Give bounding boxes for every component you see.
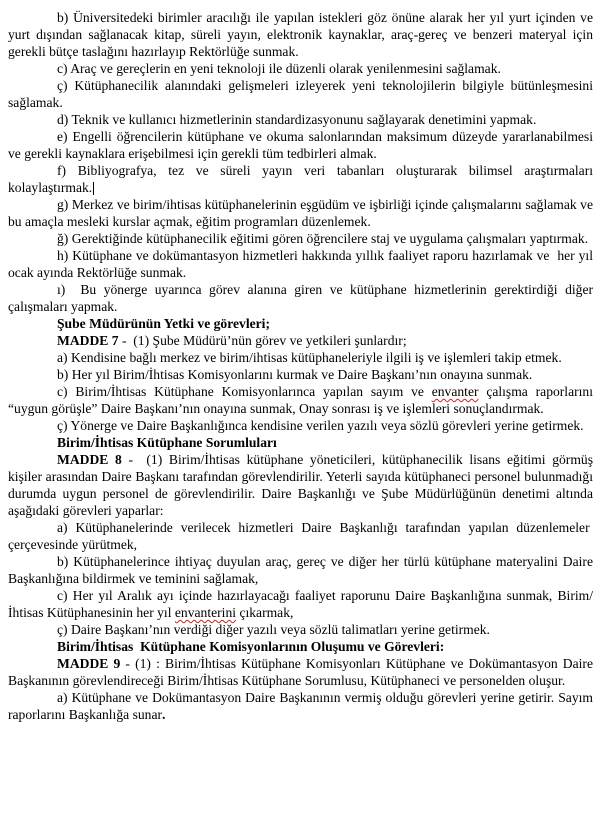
item-gg-staj [8,230,593,247]
text-run: Şube Müdürünün Yetki ve görevleri; [57,316,270,331]
text-run: g) Merkez ve birim/ihtisas kütüphanelerinin eşgüdüm ve işbirliği içinde çalışmalarını sağlamak ve bu amaçla mesleki kurslar açmak, eğitim programları düzenlemek. [8,197,593,229]
text-run: ğ) Gerektiğinde kütüphanecilik eğitimi gören öğrencilere staj ve uygulama çalışmaları yaptırmak. [57,231,589,246]
spellcheck-flagged-word: envanterini [174,605,237,620]
item-e-engelli [8,128,593,162]
item-cc-talimat [8,621,593,638]
item-f-bibliyografya [8,162,593,196]
heading-sorumlular [8,434,593,451]
text-run: h) Kütüphane ve dokümantasyon hizmetleri hakkında yıllık faaliyet raporu hazırlamak ve her yıl ocak ayında Rektörlüğe sunmak. [8,248,593,280]
text-run: ı) Bu yönerge uyarınca görev alanına giren ve kütüphane hizmetlerinin gerektirdiği diğer çalışmaları yapmak. [8,282,593,314]
item-a-hizmetler [8,519,593,553]
document-body[interactable] [8,9,593,723]
item-b-materyal [8,553,593,587]
item-i-yonerge [8,281,593,315]
item-c-aralik [8,587,593,621]
madde-8 [8,451,593,519]
item-a-gorevler [8,689,593,723]
item-g-merkez [8,196,593,230]
text-run: ç) Kütüphanecilik alanındaki gelişmeleri izleyerek yeni teknolojilerin bilgiyle bütünleşmesini sağlamak. [8,78,593,110]
text-run: a) Kütüphanelerinde verilecek hizmetleri Daire Başkanlığı tarafından yapılan düzenlemeler çerçevesinde yürütmek, [8,520,593,552]
text-run: . [162,707,166,722]
item-b-butce [8,9,593,60]
text-run: b) Her yıl Birim/İhtisas Komisyonlarını kurmak ve Daire Başkanı’nın onayına sunmak. [57,367,533,382]
item-c-arac [8,60,593,77]
text-run: - (1) Birim/İhtisas kütüphane yöneticileri, kütüphanecilik lisans eğitimi görmüş kişiler arasından Daire Başkanı tarafından görevlendirilir. Yeterli sayıda kütüphaneci personel bulunmadığı durumda uygun personel de görevlendirilir. Daire Başkanlığı ve Şube Müdürlüğünün denetimi altında aşağıdaki görevleri yaparlar: [8,452,593,518]
text-run: MADDE 8 [57,452,122,467]
text-run: b) Kütüphanelerince ihtiyaç duyulan araç, gereç ve diğer her türlü kütüphane materyalini Daire Başkanlığına bildirmek ve teminini sağlamak, [8,554,593,586]
item-cc-kutuphanecilik [8,77,593,111]
text-cursor [93,182,94,195]
text-run: ç) Daire Başkanı’nın verdiği diğer yazılı veya sözlü talimatları yerine getirmek. [57,622,490,637]
text-run: çalışma raporlarını “uygun görüşle” Daire Başkanı’nın onayına sunmak, Onay sonrası iş ve işlemleri sonuçlandırmak. [8,384,593,416]
item-b-komisyon [8,366,593,383]
text-run: - (1) Şube Müdürü’nün görev ve yetkileri şunlardır; [118,333,407,348]
madde-9 [8,655,593,689]
text-run: c) Birim/İhtisas Kütüphane Komisyonlarınca yapılan sayım ve [57,384,432,399]
text-run: d) Teknik ve kullanıcı hizmetlerinin standardizasyonunu sağlayarak denetimini yapmak. [57,112,537,127]
item-d-teknik [8,111,593,128]
text-run: çıkarmak, [236,605,294,620]
text-run: f) Bibliyografya, tez ve süreli yayın veri tabanları oluşturarak bilimsel araştırmaları kolaylaştırmak. [8,163,593,195]
text-run: c) Araç ve gereçlerin en yeni teknoloji ile düzenli olarak yenilenmesini sağlamak. [57,61,501,76]
text-run: MADDE 9 [57,656,121,671]
item-a-kendisine [8,349,593,366]
item-cc-yonerge [8,417,593,434]
item-h-rapor [8,247,593,281]
text-run: a) Kendisine bağlı merkez ve birim/ihtisas kütüphaneleriyle ilgili iş ve işlemleri takip etmek. [57,350,562,365]
spellcheck-flagged-word: envanter [431,384,479,399]
text-run: c) Her yıl Aralık ayı içinde hazırlayacağı faaliyet raporunu Daire Başkanlığına sunmak, Birim/İhtisas Kütüphanesinin her yıl [8,588,593,620]
madde-7 [8,332,593,349]
heading-sube-muduru [8,315,593,332]
heading-komisyonlar [8,638,593,655]
text-run: Birim/İhtisas Kütüphane Komisyonlarının Oluşumu ve Görevleri: [57,639,445,654]
item-c-sayim [8,383,593,417]
text-run: a) Kütüphane ve Dokümantasyon Daire Başkanının vermiş olduğu görevleri yerine getirir. Sayım raporlarını Başkanlığa sunar [8,690,593,722]
text-run: ç) Yönerge ve Daire Başkanlığınca kendisine verilen yazılı veya sözlü görevleri yerine getirmek. [57,418,584,433]
text-run: - (1) : Birim/İhtisas Kütüphane Komisyonları Kütüphane ve Dokümantasyon Daire Başkanının görevlendireceği Birim/İhtisas Kütüphane Sorumlusu, Kütüphaneci ve personelden oluşur. [8,656,593,688]
text-run: b) Üniversitedeki birimler aracılığı ile yapılan istekleri göz önüne alarak her yıl yurt içinden ve yurt dışından sağlanacak kitap, süreli yayın, elektronik kaynaklar, araç-gereç ve benzeri materyal için gerekli bütçe taslağını hazırlayıp Rektörlüğe sunmak. [8,10,593,59]
text-run: MADDE 7 [57,333,119,348]
text-run: Birim/İhtisas Kütüphane Sorumluları [57,435,277,450]
text-run: e) Engelli öğrencilerin kütüphane ve okuma salonlarından maksimum düzeyde yararlanabilmesi ve gerekli kaynaklara erişebilmesi için gerekli tüm tedbirleri almak. [8,129,593,161]
